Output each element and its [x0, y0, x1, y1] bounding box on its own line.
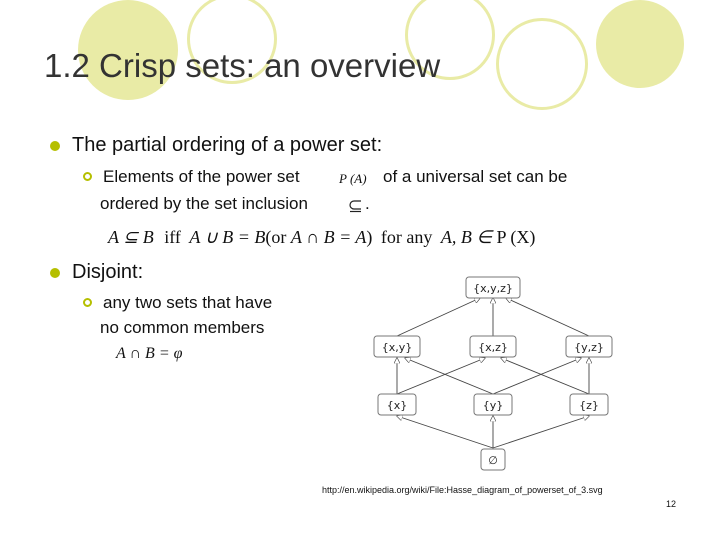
formula-cond2: A ∩ B = A	[290, 227, 367, 247]
svg-text:∅: ∅	[488, 454, 498, 467]
inclusion-period: .	[365, 194, 370, 213]
formula-cond1: A ∪ B = B	[189, 227, 266, 247]
formula-domain: P (X)	[496, 227, 536, 247]
disjoint-text-line1: any two sets that have	[103, 293, 273, 312]
hasse-node-empty	[481, 449, 505, 470]
hasse-node-xy	[374, 336, 420, 357]
decor-circle-filled	[596, 0, 684, 88]
disjoint-formula: A ∩ B = φ	[116, 345, 183, 362]
subset-symbol	[347, 199, 363, 213]
hasse-node-z	[570, 394, 608, 415]
svg-text:{y}: {y}	[482, 399, 504, 412]
svg-text:{x,z}: {x,z}	[478, 341, 508, 354]
hasse-node-yz	[566, 336, 612, 357]
formula-lhs: A ⊆ B	[108, 227, 154, 247]
decor-circle-ring	[496, 18, 588, 110]
bullet-dot	[50, 268, 60, 278]
svg-text:{x,y}: {x,y}	[381, 341, 413, 354]
partial-order-formula	[108, 227, 535, 248]
hasse-node-x	[378, 394, 416, 415]
powerset-text-part1: Elements of the power set	[103, 167, 300, 186]
source-url: http://en.wikipedia.org/wiki/File:Hasse_diagram_of_powerset_of_3.svg	[322, 485, 603, 495]
formula-iff: iff	[164, 227, 181, 247]
hasse-node-y	[474, 394, 512, 415]
svg-text:{x,y,z}: {x,y,z}	[473, 282, 513, 295]
inclusion-text: ordered by the set inclusion	[100, 194, 308, 213]
disjoint-text-line2: no common members	[100, 318, 265, 337]
powerset-text-part2: of a universal set can be	[383, 167, 568, 186]
bullet-partial-ordering: The partial ordering of a power set:	[72, 134, 383, 156]
hasse-node-xz	[470, 336, 516, 357]
formula-for-any: for any	[380, 227, 433, 247]
bullet-disjoint: Disjoint:	[72, 261, 144, 283]
page-number: 12	[666, 499, 677, 509]
svg-text:{z}: {z}	[579, 399, 599, 412]
svg-text:{y,z}: {y,z}	[574, 341, 604, 354]
sub-bullet-circle	[83, 298, 92, 307]
hasse-diagram	[360, 268, 620, 480]
slide-title: 1.2 Crisp sets: an overview	[44, 47, 441, 84]
sub-bullet-circle	[83, 172, 92, 181]
svg-text:{x}: {x}	[386, 399, 408, 412]
formula-or: (or	[265, 227, 287, 247]
hasse-node-xyz	[466, 277, 520, 298]
bullet-dot	[50, 141, 60, 151]
powerset-symbol: P (A)	[339, 171, 367, 186]
formula-close: )	[366, 227, 373, 247]
formula-vars: A, B ∈	[440, 227, 497, 247]
